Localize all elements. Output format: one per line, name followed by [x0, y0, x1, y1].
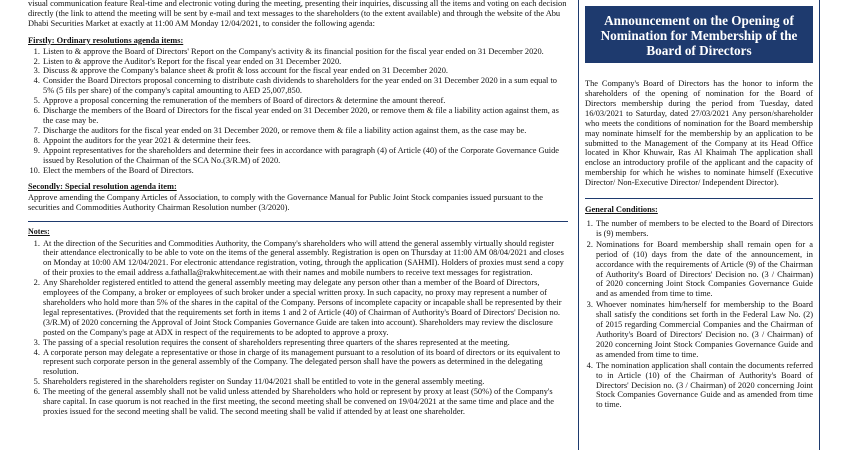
divider [585, 198, 813, 199]
ordinary-heading: Firstly: Ordinary resolutions agenda items: [28, 35, 184, 45]
list-item: 2. Nominations for Board membership shall remain open for a period of (10) days from the date of the announcement, in accordance with the requirements of Article (9) of the Chairman of Authority's Board of Directors' Decision no. (3 / Chairman) of 2020 concerning Joint Stock Companies Governance Guide and as amended from time to time. [595, 240, 813, 299]
list-item: 4. The nomination application shall contain the documents referred to in Article (10) of the Chairman of Authority's Board of Directors' Decision no. (3 / Chairman) of 2020 concerning Joint Stock Companies Governance Guide and as amended from time to time. [595, 361, 813, 411]
divider [28, 221, 568, 222]
nomination-column [578, 0, 820, 450]
conditions-heading: General Conditions: [585, 205, 658, 215]
list-item: 2. Listen to & approve the Auditor's Report for the fiscal year ended on 31 December 2020. [42, 57, 568, 67]
list-item: 4. A corporate person may delegate a representative or those in charge of its management pursuant to a resolution of its board of directors or its equivalent to represent such corporate person in the general assembly of the Company. The delegated person shall have the powers as determined in the delegating resolution. [42, 348, 568, 378]
agm-notice-column [28, 0, 568, 450]
list-item: 1. Listen to & approve the Board of Directors' Report on the Company's activity & its financial position for the fiscal year ended on 31 December 2020. [42, 47, 568, 57]
list-item: 9. Appoint representatives for the shareholders and determine their fees in accordance with paragraph (4) of Article (40) of the Corporate Governance Guide issued by Resolution of the Chairman of the SCA No.(3/R.M) of 2020. [42, 146, 568, 166]
conditions-list [585, 219, 813, 410]
notes-list [28, 239, 568, 417]
list-item: 6. The meeting of the general assembly shall not be valid unless attended by Shareholders who hold or represent by proxy at least (50%) of the Company's share capital. In case quorum is not reached in the first meeting, the second meeting shall be convened on 19/04/2021 at the same time and place and the proxies issued for the second meeting shall be valid. The second meeting shall be valid if attended by at least one shareholder. [42, 387, 568, 417]
list-item: 6. Discharge the members of the Board of Directors for the fiscal year ended on 31 December 2020, or remove them & file a liability action against them, as the case may be. [42, 106, 568, 126]
list-item: 5. Shareholders registered in the shareholders register on Sunday 11/04/2021 shall be entitled to vote in the general assembly meeting. [42, 377, 568, 387]
special-heading: Secondly: Special resolution agenda item: [28, 182, 177, 192]
list-item: 10. Elect the members of the Board of Directors. [42, 166, 568, 176]
nomination-banner: Announcement on the Opening of Nomination for Membership of the Board of Directors [585, 6, 813, 63]
list-item: 3. The passing of a special resolution requires the consent of shareholders representing three quarters of the shares represented at the meeting. [42, 338, 568, 348]
intro-paragraph: visual communication feature Real-time and electronic voting during the meeting, presenting their inquiries, discussing all the items and voting on each decision directly (the link to attend the meeting will be sent by e-mail and text messages to the shareholders (to the extent available) and through the website of the Abu Dhabi Securities Market at exactly at 11:00 AM Monday 12/04/2021, to consider the following agenda: [28, 0, 567, 28]
list-item: 5. Approve a proposal concerning the remuneration of the members of Board of directors & determine the amount thereof. [42, 96, 568, 106]
list-item: 3. Discuss & approve the Company's balance sheet & profit & loss account for the fiscal year ended on 31 December 2020. [42, 66, 568, 76]
notes-heading: Notes: [28, 227, 50, 237]
list-item: 1. At the direction of the Securities and Commodities Authority, the Company's shareholders who will attend the general assembly virtually should register their attendance electronically to be able to vote on the items of the general assembly. Registration is open on Thursday at 11:00 AM 08/04/2021 and closes on Monday at 10:00 AM 12/04/2021. For electronic attendance registration, voting, through the application (SAHMI). Holders of proxies must send a copy of their proxies to the email address a.fathalla@rakwhitecement.ae with their names and mobile numbers to receive text messages for registration. [42, 239, 568, 279]
nomination-body: The Company's Board of Directors has the honor to inform the shareholders of the opening of nomination for the Board of Directors membership during the period from Tuesday, dated 16/03/2021 to Saturday, dated 27/03/2021 Any person/shareholder who meets the conditions of nomination for the Board membership may nominate himself for the membership by an application to be submitted to the Management of the Company at its Head Office located in Khor Khuwair, Ras Al Khaimah The application shall enclose an introductory profile of the applicant and the capacity of membership for which he wishes to nominate himself (Executive Director/ Non-Executive Director/ Independent Director). [585, 79, 813, 188]
list-item: 4. Consider the Board Directors proposal concerning to distribute cash dividends to shareholders for the year ended on 31 December 2020 in a sum equal to 5% (5 fils per share) of the company's capital amounting to AED 25,007,850. [42, 76, 568, 96]
list-item: 3. Whoever nominates him/herself for membership to the Board shall satisfy the conditions set forth in the Federal Law No. (2) of 2015 regarding Commercial Companies and the Chairman of Authority's Board of Directors' Decision no. (3 / Chairman) of 2020 concerning Joint Stock Companies Governance Guide and as amended from time to time. [595, 300, 813, 359]
list-item: 7. Discharge the auditors for the fiscal year ended on 31 December 2020, or remove them & file a liability action against them, as the case may be. [42, 126, 568, 136]
list-item: 8. Appoint the auditors for the year 2021 & determine their fees. [42, 136, 568, 146]
list-item: 1. The number of members to be elected to the Board of Directors is (9) members. [595, 219, 813, 239]
special-text: Approve amending the Company Articles of Association, to comply with the Governance Manual for Public Joint Stock companies issued pursuant to the securities and Commodities Authority Chairman Resolution number (3/2020). [28, 193, 543, 213]
list-item: 2. Any Shareholder registered entitled to attend the general assembly meeting may delegate any person other than a member of the Board of Directors, employees of the Company, a broker or employees of such broker under a special written proxy. In such capacity, no proxy may represent a number of shareholders who hold more than 5% of the shares in the capital of the Company. Persons of incomplete capacity or incapable shall be represented by their legal representatives. (Provided that the requirements set forth in items 1 and 2 of Article (40) of Chairman of Authority's Board of Directors' Decision no. (3/R.M) of 2020 concerning the Approval of Joint Stock Companies Governance Guide are taken into account). Shareholders may review the disclosure posted on the Company's page at ADX in respect of the requirements to be adopted to approve a proxy. [42, 278, 568, 337]
ordinary-items-list [28, 47, 568, 176]
